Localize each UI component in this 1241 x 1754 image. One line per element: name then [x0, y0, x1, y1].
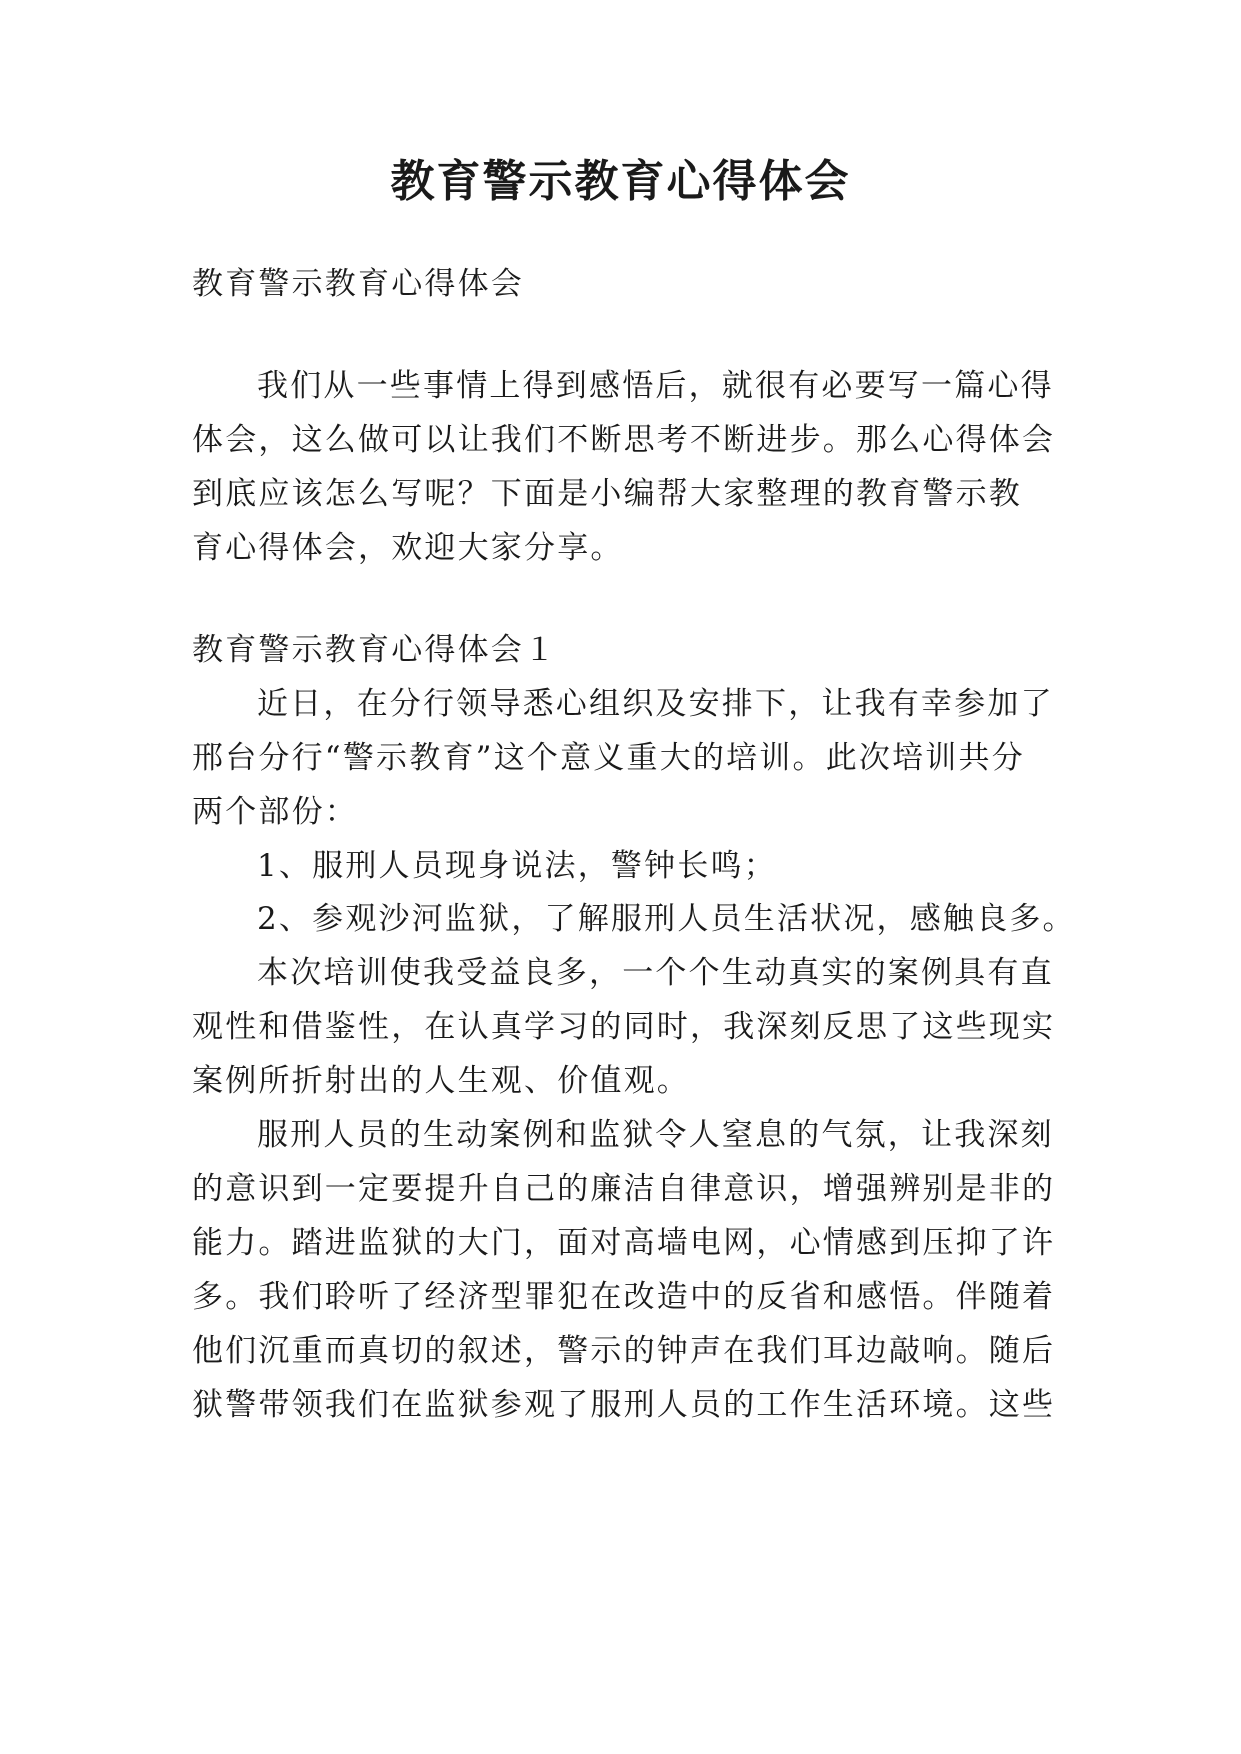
body-line: 他们沉重而真切的叙述，警示的钟声在我们耳边敲响。随后: [192, 1333, 1056, 1369]
body-line: 观性和借鉴性，在认真学习的同时，我深刻反思了这些现实: [192, 1009, 1056, 1045]
body-line: 案例所折射出的人生观、价值观。: [192, 1063, 690, 1099]
intro-line: 到底应该怎么写呢？下面是小编帮大家整理的教育警示教: [192, 476, 1022, 512]
intro-line: 我们从一些事情上得到感悟后，就很有必要写一篇心得: [257, 368, 1054, 404]
body-line: 狱警带领我们在监狱参观了服刑人员的工作生活环境。这些: [192, 1387, 1056, 1423]
body-line: 近日，在分行领导悉心组织及安排下，让我有幸参加了: [257, 686, 1054, 722]
section-heading: 教育警示教育心得体会１: [192, 632, 558, 668]
body-line: 邢台分行“警示教育”这个意义重大的培训。此次培训共分: [192, 740, 1025, 776]
body-line: 多。我们聆听了经济型罪犯在改造中的反省和感悟。伴随着: [192, 1279, 1056, 1315]
document-subtitle: 教育警示教育心得体会: [192, 266, 524, 302]
body-line: 两个部份：: [192, 794, 358, 830]
body-line: 的意识到一定要提升自己的廉洁自律意识，增强辨别是非的: [192, 1171, 1056, 1207]
body-line: 能力。踏进监狱的大门，面对高墙电网，心情感到压抑了许: [192, 1225, 1056, 1261]
intro-line: 育心得体会，欢迎大家分享。: [192, 530, 624, 566]
body-line: 1、服刑人员现身说法，警钟长鸣；: [257, 848, 777, 884]
body-line: 服刑人员的生动案例和监狱令人窒息的气氛，让我深刻: [257, 1117, 1054, 1153]
intro-line: 体会，这么做可以让我们不断思考不断进步。那么心得体会: [192, 422, 1056, 458]
body-line: 本次培训使我受益良多，一个个生动真实的案例具有直: [257, 955, 1054, 991]
document-title: 教育警示教育心得体会: [390, 156, 851, 207]
body-line: 2、参观沙河监狱，了解服刑人员生活状况，感触良多。: [257, 901, 1076, 937]
